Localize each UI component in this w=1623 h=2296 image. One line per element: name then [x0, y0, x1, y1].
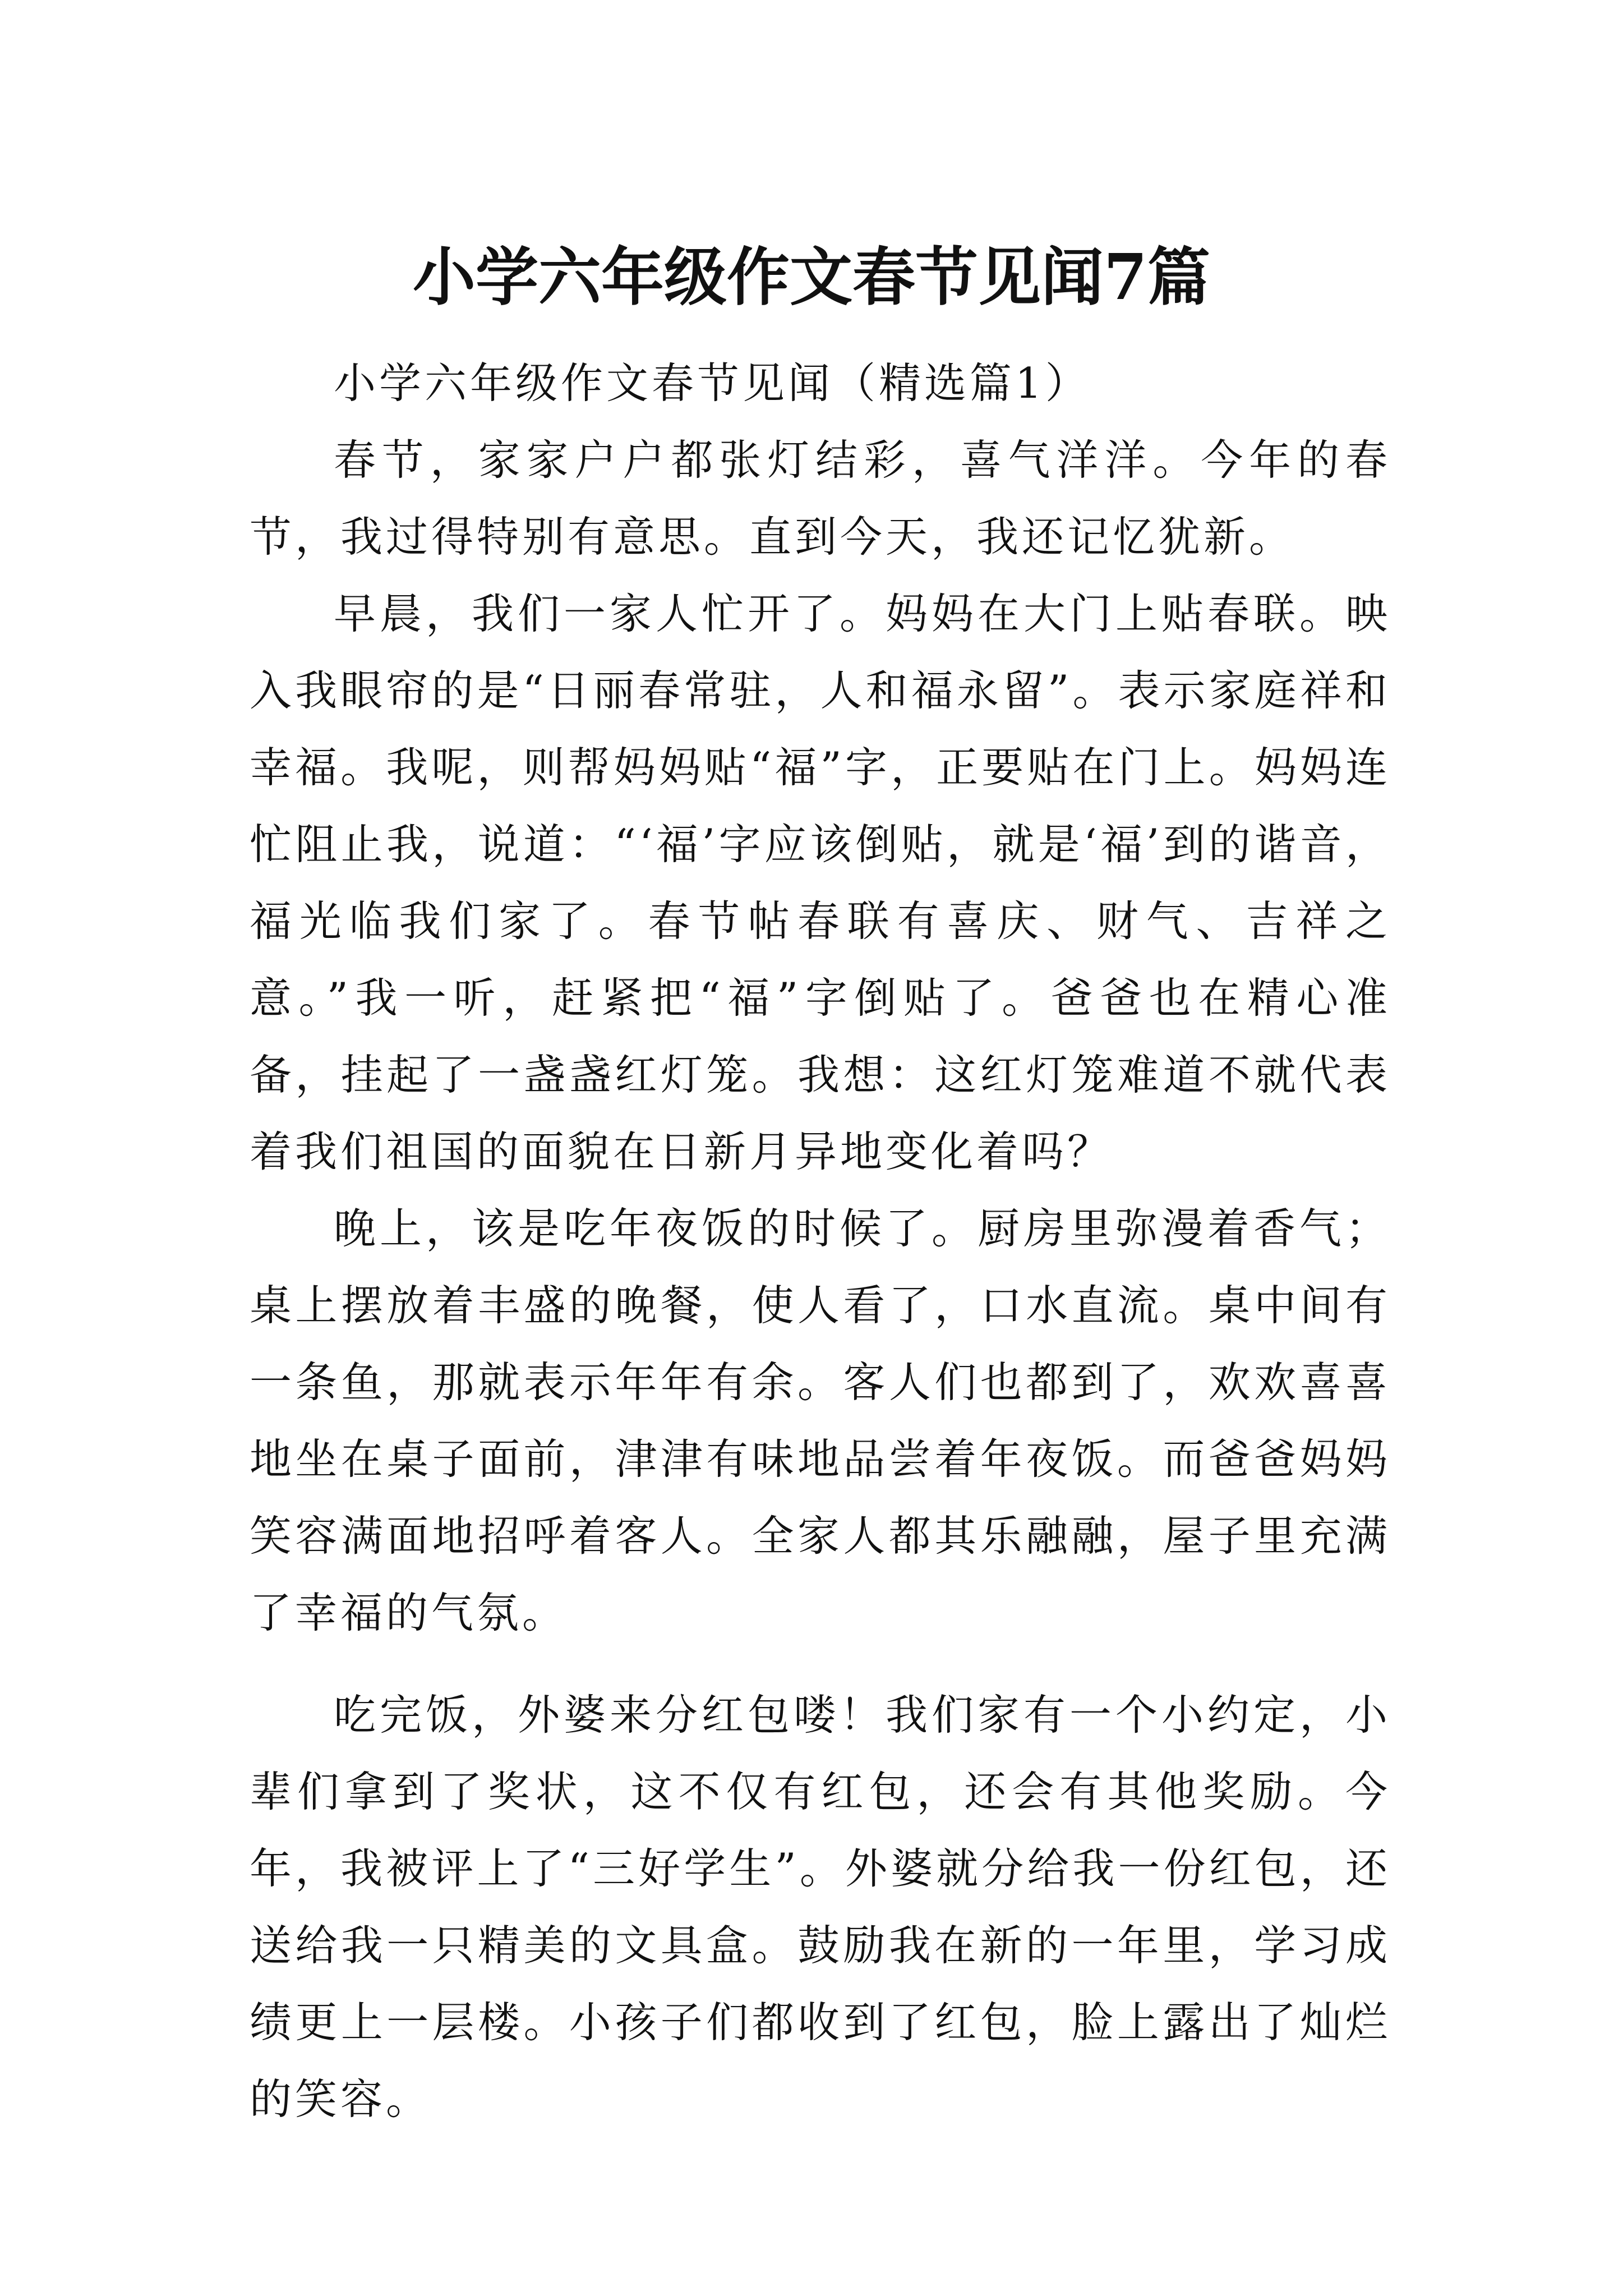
- document-title: 小学六年级作文春节见闻7篇: [413, 241, 1210, 315]
- paragraph: 春节，家家户户都张灯结彩，喜气洋洋。今年的春节，我过得特别有意思。直到今天，我还记忆犹新。: [250, 435, 1391, 562]
- paragraph: 早晨，我们一家人忙开了。妈妈在大门上贴春联。映入我眼帘的是“日丽春常驻，人和福永留”。表示家庭祥和幸福。我呢，则帮妈妈贴“福”字，正要贴在门上。妈妈连忙阻止我，说道：“‘福’字应该倒贴，就是‘福’到的谐音，福光临我们家了。春节帖春联有喜庆、财气、吉祥之意。”我一听，赶紧把“福”字倒贴了。爸爸也在精心准备，挂起了一盏盏红灯笼。我想：这红灯笼难道不就代表着我们祖国的面貌在日新月异地变化着吗？: [250, 589, 1391, 1176]
- paragraph: 吃完饭，外婆来分红包喽！我们家有一个小约定，小辈们拿到了奖状，这不仅有红包，还会有其他奖励。今年，我被评上了“三好学生”。外婆就分给我一份红包，还送给我一只精美的文具盒。鼓励我在新的一年里，学习成绩更上一层楼。小孩子们都收到了红包，脸上露出了灿烂的笑容。: [250, 1690, 1391, 2124]
- section-heading: 小学六年级作文春节见闻（精选篇1）: [334, 358, 1091, 408]
- document-body: [250, 345, 1391, 2138]
- paragraph: 晚上，该是吃年夜饭的时候了。厨房里弥漫着香气；桌上摆放着丰盛的晚餐，使人看了，口水直流。桌中间有一条鱼，那就表示年年有余。客人们也都到了，欢欢喜喜地坐在桌子面前，津津有味地品尝着年夜饭。而爸爸妈妈笑容满面地招呼着客人。全家人都其乐融融，屋子里充满了幸福的气氛。: [250, 1204, 1391, 1637]
